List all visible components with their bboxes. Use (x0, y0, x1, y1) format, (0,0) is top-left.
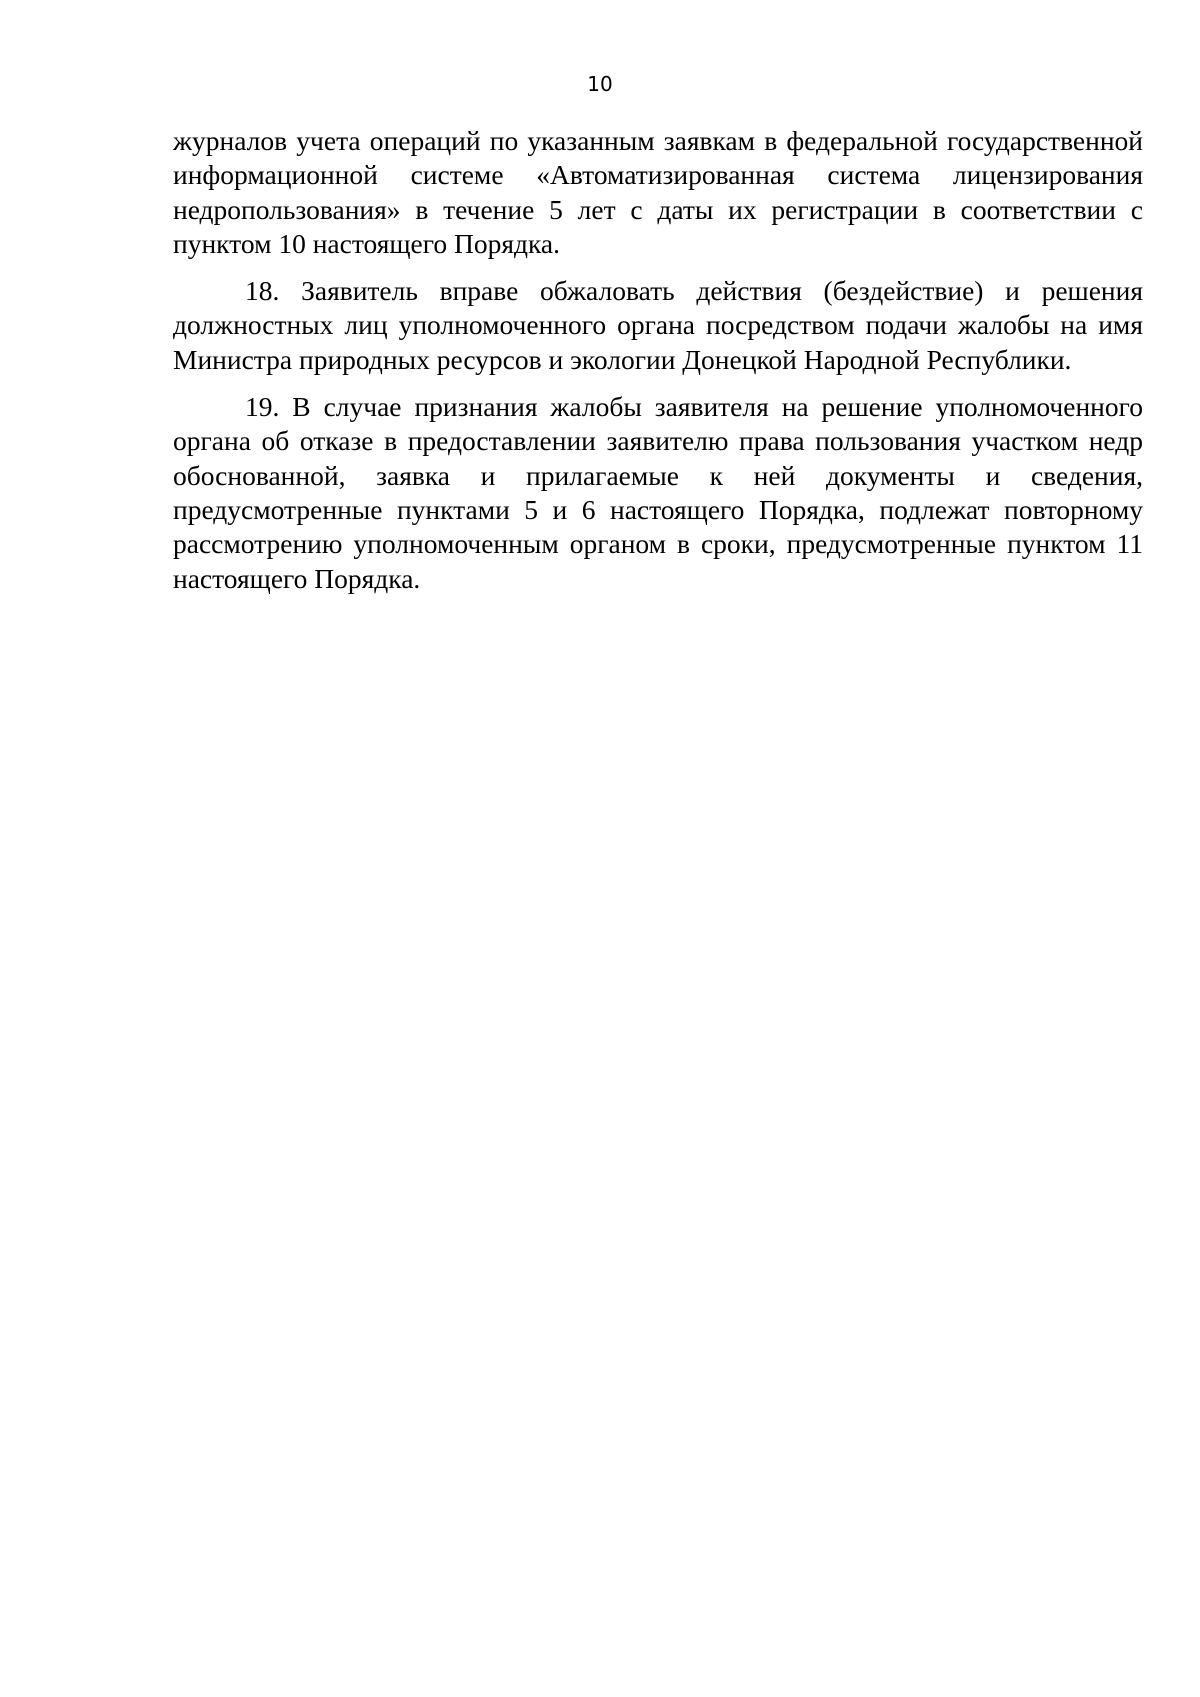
document-body (173, 124, 1143, 609)
page-number: 10 (587, 72, 613, 96)
paragraph-continuation: журналов учета операций по указанным заявкам в федеральной государственной информационной системе «Автоматизированная система лицензирования недропользования» в течение 5 лет с даты их регистрации в соответствии с пунктом 10 настоящего Порядка. (173, 125, 1143, 259)
paragraph-19: 19. В случае признания жалобы заявителя на решение уполномоченного органа об отказе в предоставлении заявителю права пользования участком недр обоснованной, заявка и прилагаемые к ней документы и сведения, предусмотренные пунктами 5 и 6 настоящего Порядка, подлежат повторному рассмотрению уполномоченным органом в сроки, предусмотренные пунктом 11 настоящего Порядка. (173, 391, 1143, 594)
paragraph-18: 18. Заявитель вправе обжаловать действия (бездействие) и решения должностных лиц уполномоченного органа посредством подачи жалобы на имя Министра природных ресурсов и экологии Донецкой Народной Республики. (173, 275, 1143, 375)
